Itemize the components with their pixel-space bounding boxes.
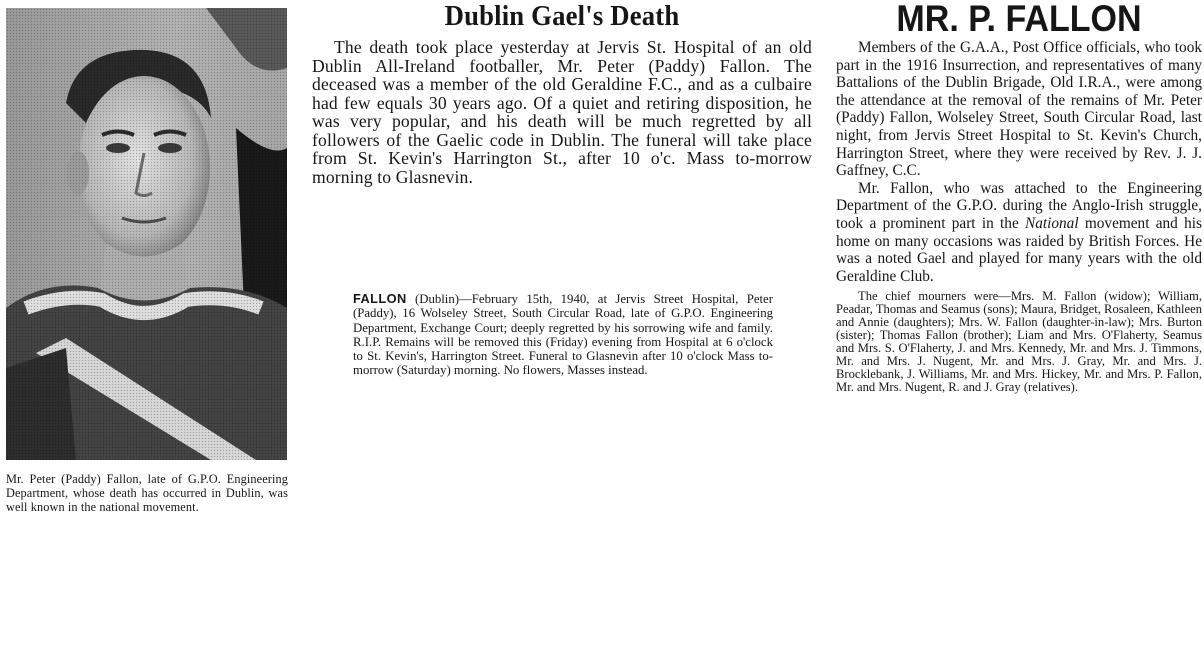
notice-text: (Dublin)—February 15th, 1940, at Jervis Street Hospital, Peter (Paddy), 16 Wolseley Street, South Circular Road, late of G.P.O. Engineering Department, Exchange Court; deeply regretted by his sorrowing wife and family. R.I.P. Remains will be removed this (Friday) evening from Hospital at 6 o'clock to St. Kevin's, Harrington Street. Funeral to Glasnevin after 10 o'clock Mass to-morrow (Saturday) morning. No flowers, Masses instead. <box>353 292 773 378</box>
fallon-paragraph-2-end: movement and his home on many occasions was raided by British Forces. He was a noted Gael and played for many years with the old Geraldine Club. <box>836 214 1202 285</box>
photo-column <box>6 0 288 514</box>
portrait-image <box>6 8 287 460</box>
fallon-paragraph-2 <box>836 180 1202 286</box>
death-notice <box>353 292 773 378</box>
fallon-paragraph-1: Members of the G.A.A., Post Office officials, who took part in the 1916 Insurrection, and representatives of many Battalions of the Dublin Brigade, Old I.R.A., were among the attendance at the removal of the remains of Mr. Peter (Paddy) Fallon, Wolseley Street, South Circular Road, last night, from Jervis Street Hospital to St. Kevin's Church, Harrington Street, where they were received by Rev. J. J. Gaffney, C.C. <box>836 39 1202 180</box>
fallon-paragraph-2-start: Mr. Fallon, who was attached to the Engineering Department of the G.P.O. during the Anglo-Irish struggle, took a prominent part in the <box>836 179 1202 232</box>
fallon-paragraph-2-italic: National <box>1025 214 1079 232</box>
fallon-column <box>836 0 1202 394</box>
portrait-photo <box>6 8 287 460</box>
news-body: The death took place yesterday at Jervis St. Hospital of an old Dublin All-Ireland footballer, Mr. Peter (Paddy) Fallon. The deceased was a member of the old Geraldine F.C., and as a culbaire had few equals 30 years ago. Of a quiet and retiring disposition, he was very popular, and his death will be much regretted by all followers of the Gaelic code in Dublin. The funeral will take place from St. Kevin's Harrington St., after 10 o'c. Mass to-morrow morning to Glasnevin. <box>312 37 812 187</box>
chief-mourners-paragraph: The chief mourners were—Mrs. M. Fallon (widow); William, Peadar, Thomas and Seamus (sons); Maura, Bridget, Rosaleen, Kathleen and Annie (daughters); Mrs. W. Fallon (daughter-in-law); Mrs. Burton (sister); Thomas Fallon (brother); Liam and Mrs. O'Flaherty, Seamus and Mrs. S. O'Flaherty, J. and Mrs. Kennedy, Mr. and Mrs. J. Timmons, Mr. and Mrs. J. Nugent, Mr. and Mrs. J. Gray, Mr. and Mrs. J. Brocklebank, J. Williams, Mr. and Mrs. Hickey, Mr. and Mrs. P. Fallon, Mr. and Mrs. Nugent, R. and J. Gray (relatives). <box>836 289 1202 394</box>
photo-caption: Mr. Peter (Paddy) Fallon, late of G.P.O. Engineering Department, whose death has occurred in Dublin, was well known in the national movement. <box>6 472 288 514</box>
fallon-article <box>836 39 1202 394</box>
news-headline: Dublin Gael's Death <box>444 0 680 32</box>
fallon-headline: MR. P. FALLON <box>896 0 1142 39</box>
notice-surname: FALLON <box>353 291 407 306</box>
news-column <box>312 0 812 378</box>
